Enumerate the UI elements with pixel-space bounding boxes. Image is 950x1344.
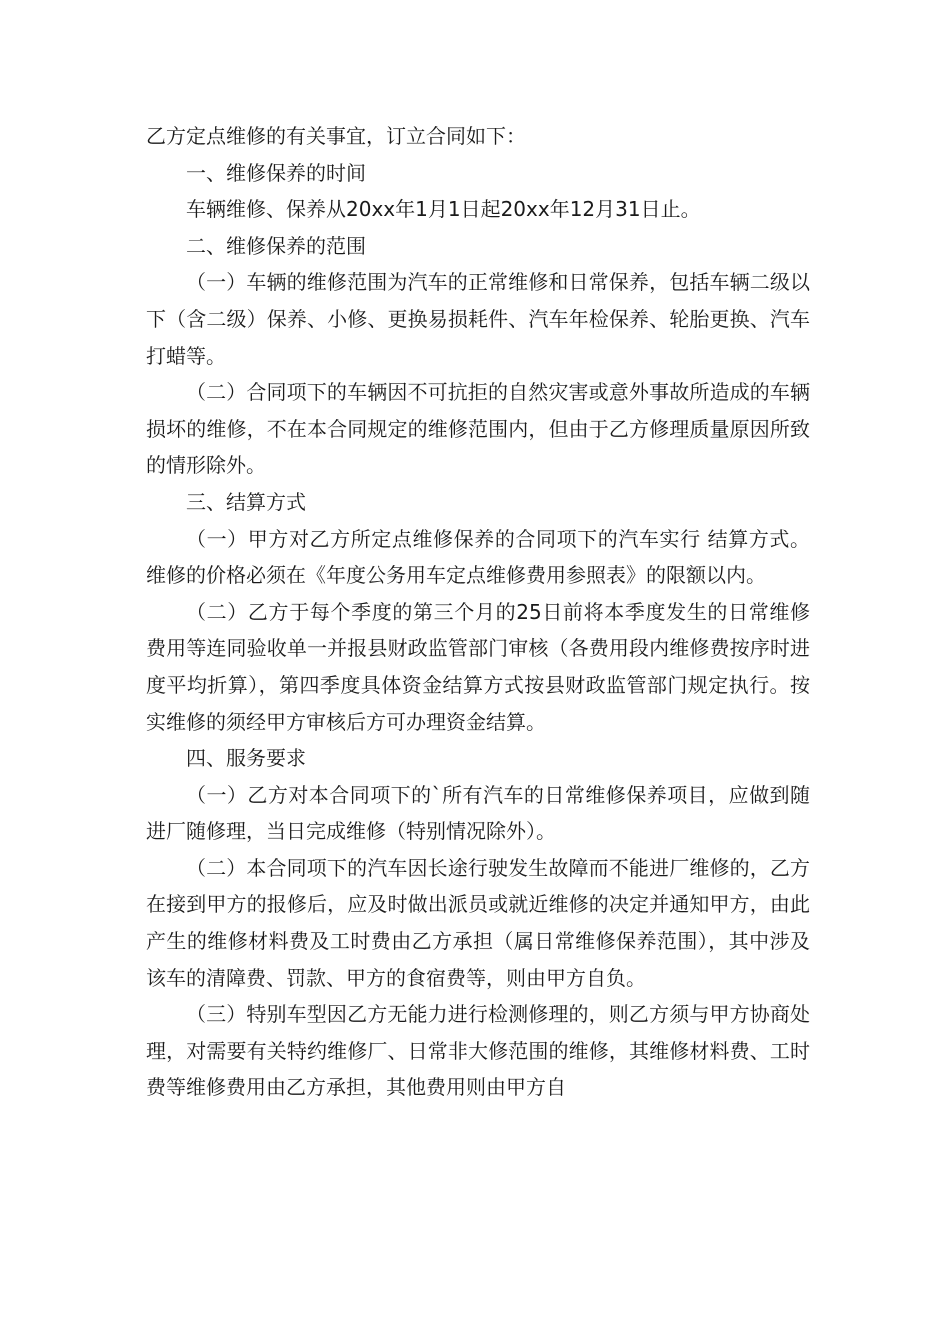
document-body [146, 118, 810, 1106]
paragraph-4: （二）合同项下的车辆因不可抗拒的自然灾害或意外事故所造成的车辆损坏的维修，不在本合同规定的维修范围内，但由于乙方修理质量原因所致的情形除外。 [146, 380, 810, 478]
paragraph-6: （二）乙方于每个季度的第三个月的25日前将本季度发生的日常维修费用等连同验收单一并报县财政监管部门审核（各费用段内维修费按序时进度平均折算），第四季度具体资金结算方式按县财政监管部门规定执行。按实维修的须经甲方审核后方可办理资金结算。 [146, 599, 810, 734]
section-heading-3: 三、结算方式 [186, 489, 306, 514]
section-heading-4: 四、服务要求 [186, 746, 306, 771]
section-heading-1: 一、维修保养的时间 [186, 160, 366, 185]
paragraph-9: （三）特别车型因乙方无能力进行检测修理的，则乙方须与甲方协商处理，对需要有关特约维修厂、日常非大修范围的维修，其维修材料费、工时费等维修费用由乙方承担，其他费用则由甲方自 [146, 1002, 810, 1100]
paragraph-5: （一）甲方对乙方所定点维修保养的合同项下的汽车实行 结算方式。 维修的价格必须在《年度公务用车定点维修费用参照表》的限额以内。 [146, 526, 810, 588]
section-heading-2: 二、维修保养的范围 [186, 233, 366, 258]
paragraph-1: 乙方定点维修的有关事宜，订立合同如下： [146, 124, 526, 148]
paragraph-8: （二）本合同项下的汽车因长途行驶发生故障而不能进厂维修的，乙方在接到甲方的报修后，应及时做出派员或就近维修的决定并通知甲方，由此产生的维修材料费及工时费由乙方承担（属日常维修保养范围），其中涉及该车的清障费、罚款、甲方的食宿费等，则由甲方自负。 [146, 855, 810, 990]
paragraph-2: 车辆维修、保养从20xx年1月1日起20xx年12月31日止。 [186, 197, 701, 222]
paragraph-7: （一）乙方对本合同项下的`所有汽车的日常维修保养项目，应做到随进厂随修理，当日完成维修（特别情况除外）。 [146, 782, 810, 844]
paragraph-3: （一）车辆的维修范围为汽车的正常维修和日常保养，包括车辆二级以下（含二级）保养、小修、更换易损耗件、汽车年检保养、轮胎更换、汽车打蜡等。 [146, 270, 810, 368]
